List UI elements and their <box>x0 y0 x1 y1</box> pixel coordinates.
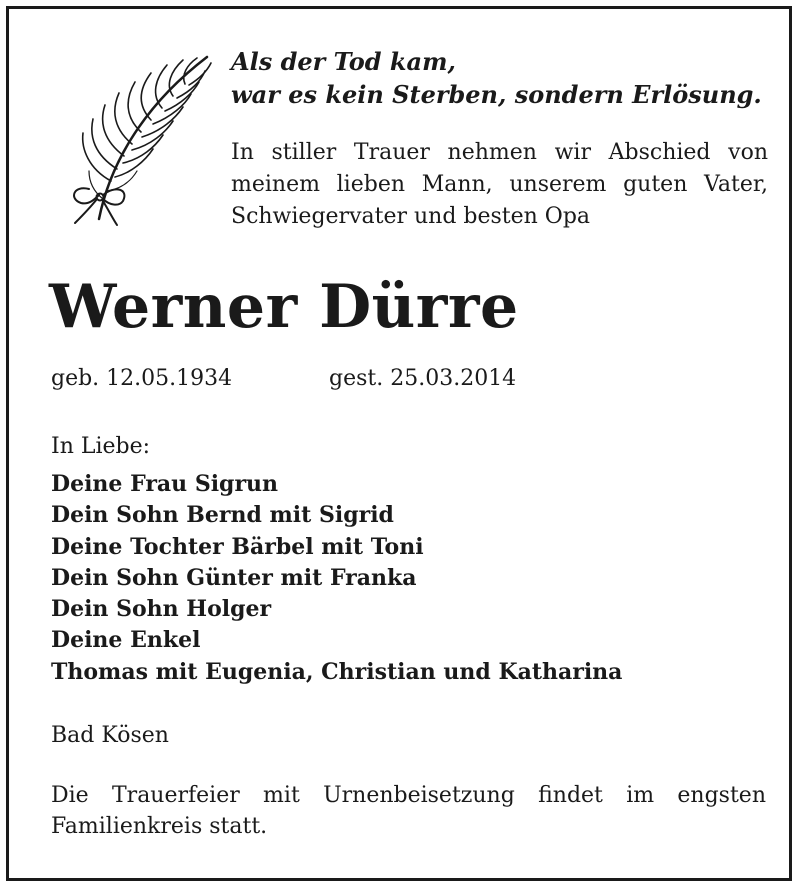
notice-line-1: Die Trauerfeier mit Urnenbeisetzung findet im engsten <box>51 783 766 808</box>
place: Bad Kösen <box>51 723 169 748</box>
motto <box>231 45 771 111</box>
obituary-notice <box>6 6 792 881</box>
intro-text <box>231 137 768 233</box>
motto-line-2: war es kein Sterben, sondern Erlösung. <box>231 80 762 109</box>
mourner-item: Dein Sohn Günter mit Franka <box>51 564 417 591</box>
deceased-name: Werner Dürre <box>49 272 519 342</box>
death-date: gest. 25.03.2014 <box>329 366 517 391</box>
mourner-item: Thomas mit Eugenia, Christian und Katharina <box>51 658 623 685</box>
motto-line-1: Als der Tod kam, <box>231 47 456 76</box>
intro-line-2: meinem lieben Mann, unserem guten Vater, <box>231 172 768 197</box>
mourner-item: Dein Sohn Bernd mit Sigrid <box>51 502 394 529</box>
mourner-item: Deine Enkel <box>51 627 201 654</box>
mourner-item: Dein Sohn Holger <box>51 596 272 623</box>
feather-with-ribbon-icon <box>59 49 219 229</box>
mourners-list <box>51 469 622 688</box>
life-dates <box>51 364 517 394</box>
birth-date: geb. 12.05.1934 <box>51 366 233 391</box>
funeral-notice <box>51 780 766 842</box>
love-label: In Liebe: <box>51 434 151 459</box>
intro-line-3: Schwiegervater und besten Opa <box>231 204 591 229</box>
intro-line-1: In stiller Trauer nehmen wir Abschied von <box>231 140 768 165</box>
mourner-item: Deine Frau Sigrun <box>51 471 279 497</box>
mourner-item: Deine Tochter Bärbel mit Toni <box>51 533 424 560</box>
notice-line-2: Familienkreis statt. <box>51 814 268 839</box>
